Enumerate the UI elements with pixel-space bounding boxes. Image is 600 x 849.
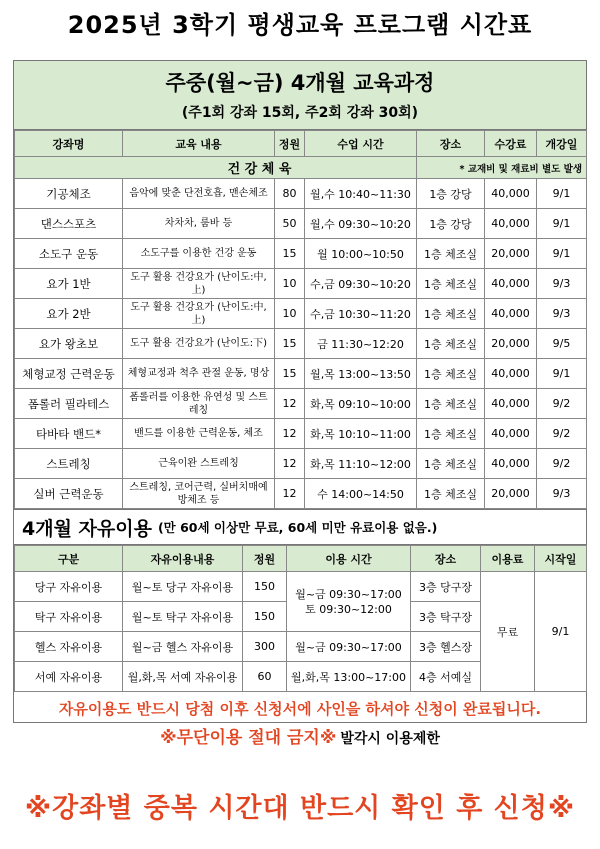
course-place: 1층 체조실 xyxy=(417,479,485,509)
duplicate-time-warning: ※강좌별 중복 시간대 반드시 확인 후 신청※ xyxy=(24,793,576,824)
header-place: 장소 xyxy=(417,131,485,157)
course-place: 1층 체조실 xyxy=(417,359,485,389)
course-name: 스트레칭 xyxy=(15,449,123,479)
free-capacity: 150 xyxy=(243,602,287,632)
category-note: * 교재비 및 재료비 별도 발생 xyxy=(417,157,587,179)
course-place: 1층 강당 xyxy=(417,209,485,239)
course-fee: 40,000 xyxy=(485,269,537,299)
table-row xyxy=(15,299,587,329)
course-name: 실버 근력운동 xyxy=(15,479,123,509)
course-place: 1층 체조실 xyxy=(417,389,485,419)
course-start: 9/5 xyxy=(537,329,587,359)
course-start: 9/3 xyxy=(537,299,587,329)
course-name: 타바타 밴드* xyxy=(15,419,123,449)
free-table xyxy=(14,545,587,692)
free-note: (만 60세 이상만 무료, 60세 미만 유료이용 없음.) xyxy=(157,520,438,535)
course-capacity: 12 xyxy=(275,449,305,479)
course-content: 폼롤러를 이용한 유연성 및 스트레칭 xyxy=(123,389,275,419)
header-time: 수업 시간 xyxy=(305,131,417,157)
header-content: 교육 내용 xyxy=(123,131,275,157)
course-start: 9/3 xyxy=(537,479,587,509)
free-name: 당구 자유이용 xyxy=(15,572,123,602)
course-time: 수,금 10:30~11:20 xyxy=(305,299,417,329)
course-fee: 40,000 xyxy=(485,299,537,329)
free-header-row xyxy=(15,546,587,572)
course-capacity: 50 xyxy=(275,209,305,239)
course-place: 1층 강당 xyxy=(417,179,485,209)
page-title: 2025년 3학기 평생교육 프로그램 시간표 xyxy=(67,10,533,39)
table-row xyxy=(15,179,587,209)
free-time: 월~금 09:30~17:00 xyxy=(287,632,411,662)
course-start: 9/3 xyxy=(537,269,587,299)
course-time: 수,금 09:30~10:20 xyxy=(305,269,417,299)
course-start: 9/1 xyxy=(537,359,587,389)
table-row xyxy=(15,572,587,602)
course-start: 9/1 xyxy=(537,209,587,239)
course-content: 근육이완 스트레칭 xyxy=(123,449,275,479)
table-row xyxy=(15,269,587,299)
free-place: 4층 서예실 xyxy=(411,662,481,692)
notice xyxy=(14,698,586,748)
course-time: 월 10:00~10:50 xyxy=(305,239,417,269)
course-capacity: 10 xyxy=(275,269,305,299)
course-capacity: 10 xyxy=(275,299,305,329)
course-name: 폼롤러 필라테스 xyxy=(15,389,123,419)
course-name: 댄스스포츠 xyxy=(15,209,123,239)
course-content: 음악에 맞춘 단전호흡, 맨손체조 xyxy=(123,179,275,209)
free-banner xyxy=(14,509,586,545)
course-fee: 20,000 xyxy=(485,479,537,509)
category-row xyxy=(15,157,587,179)
free-capacity: 150 xyxy=(243,572,287,602)
course-header-row xyxy=(15,131,587,157)
table-row xyxy=(15,359,587,389)
free-time: 월,화,목 13:00~17:00 xyxy=(287,662,411,692)
course-table xyxy=(14,130,587,509)
course-start: 9/1 xyxy=(537,239,587,269)
course-time: 월,목 13:00~13:50 xyxy=(305,359,417,389)
free-place: 3층 당구장 xyxy=(411,572,481,602)
free-content: 월,화,목 서예 자유이용 xyxy=(123,662,243,692)
course-content: 차차차, 룸바 등 xyxy=(123,209,275,239)
free-name: 탁구 자유이용 xyxy=(15,602,123,632)
course-name: 소도구 운동 xyxy=(15,239,123,269)
course-time: 월,수 09:30~10:20 xyxy=(305,209,417,239)
notice-prohibition: ※무단이용 절대 금지※ xyxy=(160,728,337,748)
free-header-start: 시작일 xyxy=(535,546,587,572)
table-row xyxy=(15,389,587,419)
course-content: 소도구를 이용한 건강 운동 xyxy=(123,239,275,269)
course-capacity: 15 xyxy=(275,239,305,269)
table-row xyxy=(15,419,587,449)
course-content: 도구 활용 건강요가 (난이도:下) xyxy=(123,329,275,359)
notice-line1: 자유이용도 반드시 당첨 이후 신청서에 사인을 하셔야 신청이 완료됩니다. xyxy=(58,700,542,718)
free-header-content: 자유이용내용 xyxy=(123,546,243,572)
header-fee: 수강료 xyxy=(485,131,537,157)
course-heading: 주중(월~금) 4개월 교육과정 xyxy=(165,71,435,95)
free-heading: 4개월 자유이용 xyxy=(22,517,152,540)
free-header-fee: 이용료 xyxy=(481,546,535,572)
free-capacity: 300 xyxy=(243,632,287,662)
course-time: 화,목 10:10~11:00 xyxy=(305,419,417,449)
course-place: 1층 체조실 xyxy=(417,449,485,479)
free-header-place: 장소 xyxy=(411,546,481,572)
course-capacity: 12 xyxy=(275,479,305,509)
course-place: 1층 체조실 xyxy=(417,299,485,329)
free-fee: 무료 xyxy=(481,572,535,692)
free-header-capacity: 정원 xyxy=(243,546,287,572)
course-content: 스트레칭, 코어근력, 실버치매예방체조 등 xyxy=(123,479,275,509)
course-time: 화,목 09:10~10:00 xyxy=(305,389,417,419)
course-name: 요가 1반 xyxy=(15,269,123,299)
free-capacity: 60 xyxy=(243,662,287,692)
free-content: 월~토 탁구 자유이용 xyxy=(123,602,243,632)
course-capacity: 15 xyxy=(275,329,305,359)
table-row xyxy=(15,209,587,239)
course-fee: 40,000 xyxy=(485,179,537,209)
free-content: 월~토 당구 자유이용 xyxy=(123,572,243,602)
course-time: 금 11:30~12:20 xyxy=(305,329,417,359)
course-capacity: 12 xyxy=(275,389,305,419)
course-name: 요가 2반 xyxy=(15,299,123,329)
course-name: 기공체조 xyxy=(15,179,123,209)
course-start: 9/2 xyxy=(537,449,587,479)
course-fee: 40,000 xyxy=(485,359,537,389)
course-fee: 40,000 xyxy=(485,449,537,479)
course-banner xyxy=(14,61,586,130)
header-course-name: 강좌명 xyxy=(15,131,123,157)
free-name: 서예 자유이용 xyxy=(15,662,123,692)
schedule-frame xyxy=(13,60,587,748)
course-content: 밴드를 이용한 근력운동, 체조 xyxy=(123,419,275,449)
course-place: 1층 체조실 xyxy=(417,329,485,359)
course-fee: 40,000 xyxy=(485,209,537,239)
course-content: 도구 활용 건강요가 (난이도:中,上) xyxy=(123,269,275,299)
course-body xyxy=(15,179,587,509)
course-capacity: 15 xyxy=(275,359,305,389)
course-place: 1층 체조실 xyxy=(417,419,485,449)
course-time: 수 14:00~14:50 xyxy=(305,479,417,509)
course-capacity: 12 xyxy=(275,419,305,449)
table-row xyxy=(15,479,587,509)
notice-line2 xyxy=(14,723,586,748)
course-start: 9/2 xyxy=(537,389,587,419)
free-content: 월~금 헬스 자유이용 xyxy=(123,632,243,662)
free-header-type: 구분 xyxy=(15,546,123,572)
course-fee: 40,000 xyxy=(485,389,537,419)
category-label: 건 강 체 육 xyxy=(15,157,417,179)
course-name: 체형교정 근력운동 xyxy=(15,359,123,389)
notice-penalty: 발각시 이용제한 xyxy=(340,731,440,747)
free-time-shared: 월~금 09:30~17:00 토 09:30~12:00 xyxy=(287,572,411,632)
course-start: 9/1 xyxy=(537,179,587,209)
free-header-time: 이용 시간 xyxy=(287,546,411,572)
header-start: 개강일 xyxy=(537,131,587,157)
course-content: 체형교정과 척추 관절 운동, 명상 xyxy=(123,359,275,389)
course-place: 1층 체조실 xyxy=(417,239,485,269)
course-fee: 20,000 xyxy=(485,239,537,269)
course-time: 월,수 10:40~11:30 xyxy=(305,179,417,209)
free-place: 3층 탁구장 xyxy=(411,602,481,632)
table-row xyxy=(15,239,587,269)
free-name: 헬스 자유이용 xyxy=(15,632,123,662)
course-time: 화,목 11:10~12:00 xyxy=(305,449,417,479)
table-row xyxy=(15,329,587,359)
free-place: 3층 헬스장 xyxy=(411,632,481,662)
free-start: 9/1 xyxy=(535,572,587,692)
table-row xyxy=(15,449,587,479)
course-fee: 40,000 xyxy=(485,419,537,449)
course-name: 요가 왕초보 xyxy=(15,329,123,359)
course-place: 1층 체조실 xyxy=(417,269,485,299)
course-subheading: (주1회 강좌 15회, 주2회 강좌 30회) xyxy=(181,105,419,121)
course-content: 도구 활용 건강요가 (난이도:中,上) xyxy=(123,299,275,329)
course-capacity: 80 xyxy=(275,179,305,209)
header-capacity: 정원 xyxy=(275,131,305,157)
course-fee: 20,000 xyxy=(485,329,537,359)
course-start: 9/2 xyxy=(537,419,587,449)
